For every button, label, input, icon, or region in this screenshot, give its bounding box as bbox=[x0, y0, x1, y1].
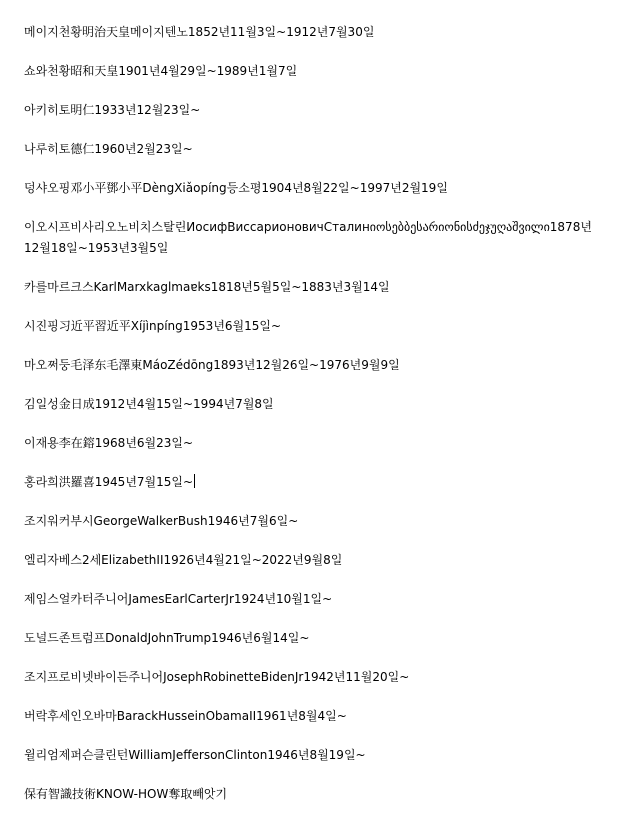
text-line-20: 保有智識技術KNOW-HOW奪取빼앗기 bbox=[24, 787, 228, 801]
text-line-11: 이재용李在鎔1968년6월23일~ bbox=[24, 436, 194, 450]
text-line-13: 조지워커부시GeorgeWalkerBush1946년7월6일~ bbox=[24, 514, 299, 528]
text-line-9: 마오쩌둥毛泽东毛澤東MáoZédōng1893년12월26일~1976년9월9일 bbox=[24, 358, 400, 372]
text-line-4: 나루히토德仁1960년2월23일~ bbox=[24, 142, 193, 156]
text-line-1: 메이지천황明治天皇메이지텐노1852년11월3일~1912년7월30일 bbox=[24, 25, 375, 39]
text-line-8: 시진핑习近平習近平Xíjìnpíng1953년6월15일~ bbox=[24, 319, 282, 333]
text-line-5: 덩샤오핑邓小平鄧小平DèngXiǎopíng등소평1904년8월22일~1997년2월19일 bbox=[24, 181, 448, 195]
text-line-3: 아키히토明仁1933년12월23일~ bbox=[24, 103, 201, 117]
text-line-16: 도널드존트럼프DonaldJohnTrump1946년6월14일~ bbox=[24, 631, 310, 645]
text-line-6: 이오시프비사리오노비치스탈린ИосифВиссарионовичСталинიოსებბესარიონისძეჯუღაშვილი1878년12월18일~1953년3월5일 bbox=[24, 220, 592, 255]
text-line-12-content: 홍라희洪羅喜1945년7월15일~ bbox=[24, 475, 194, 489]
text-line-2: 쇼와천황昭和天皇1901년4월29일~1989년1월7일 bbox=[24, 64, 298, 78]
text-cursor bbox=[194, 474, 195, 488]
text-line-18: 버락후세인오바마BarackHusseinObamaII1961년8월4일~ bbox=[24, 709, 347, 723]
text-line-17: 조지프로비넷바이든주니어JosephRobinetteBidenJr1942년11월20일~ bbox=[24, 670, 410, 684]
text-line-15: 제임스얼카터주니어JamesEarlCarterJr1924년10월1일~ bbox=[24, 592, 333, 606]
text-line-19: 윌리엄제퍼슨클린턴WilliamJeffersonClinton1946년8월19일~ bbox=[24, 748, 366, 762]
document-body bbox=[24, 22, 596, 823]
text-line-12[interactable] bbox=[24, 472, 596, 493]
text-line-14: 엘리자베스2세ElizabethII1926년4월21일~2022년9월8일 bbox=[24, 553, 343, 567]
text-line-10: 김일성金日成1912년4월15일~1994년7월8일 bbox=[24, 397, 274, 411]
text-line-7: 카를마르크스KarlMarxkaglmaɐks1818년5월5일~1883년3월14일 bbox=[24, 280, 390, 294]
